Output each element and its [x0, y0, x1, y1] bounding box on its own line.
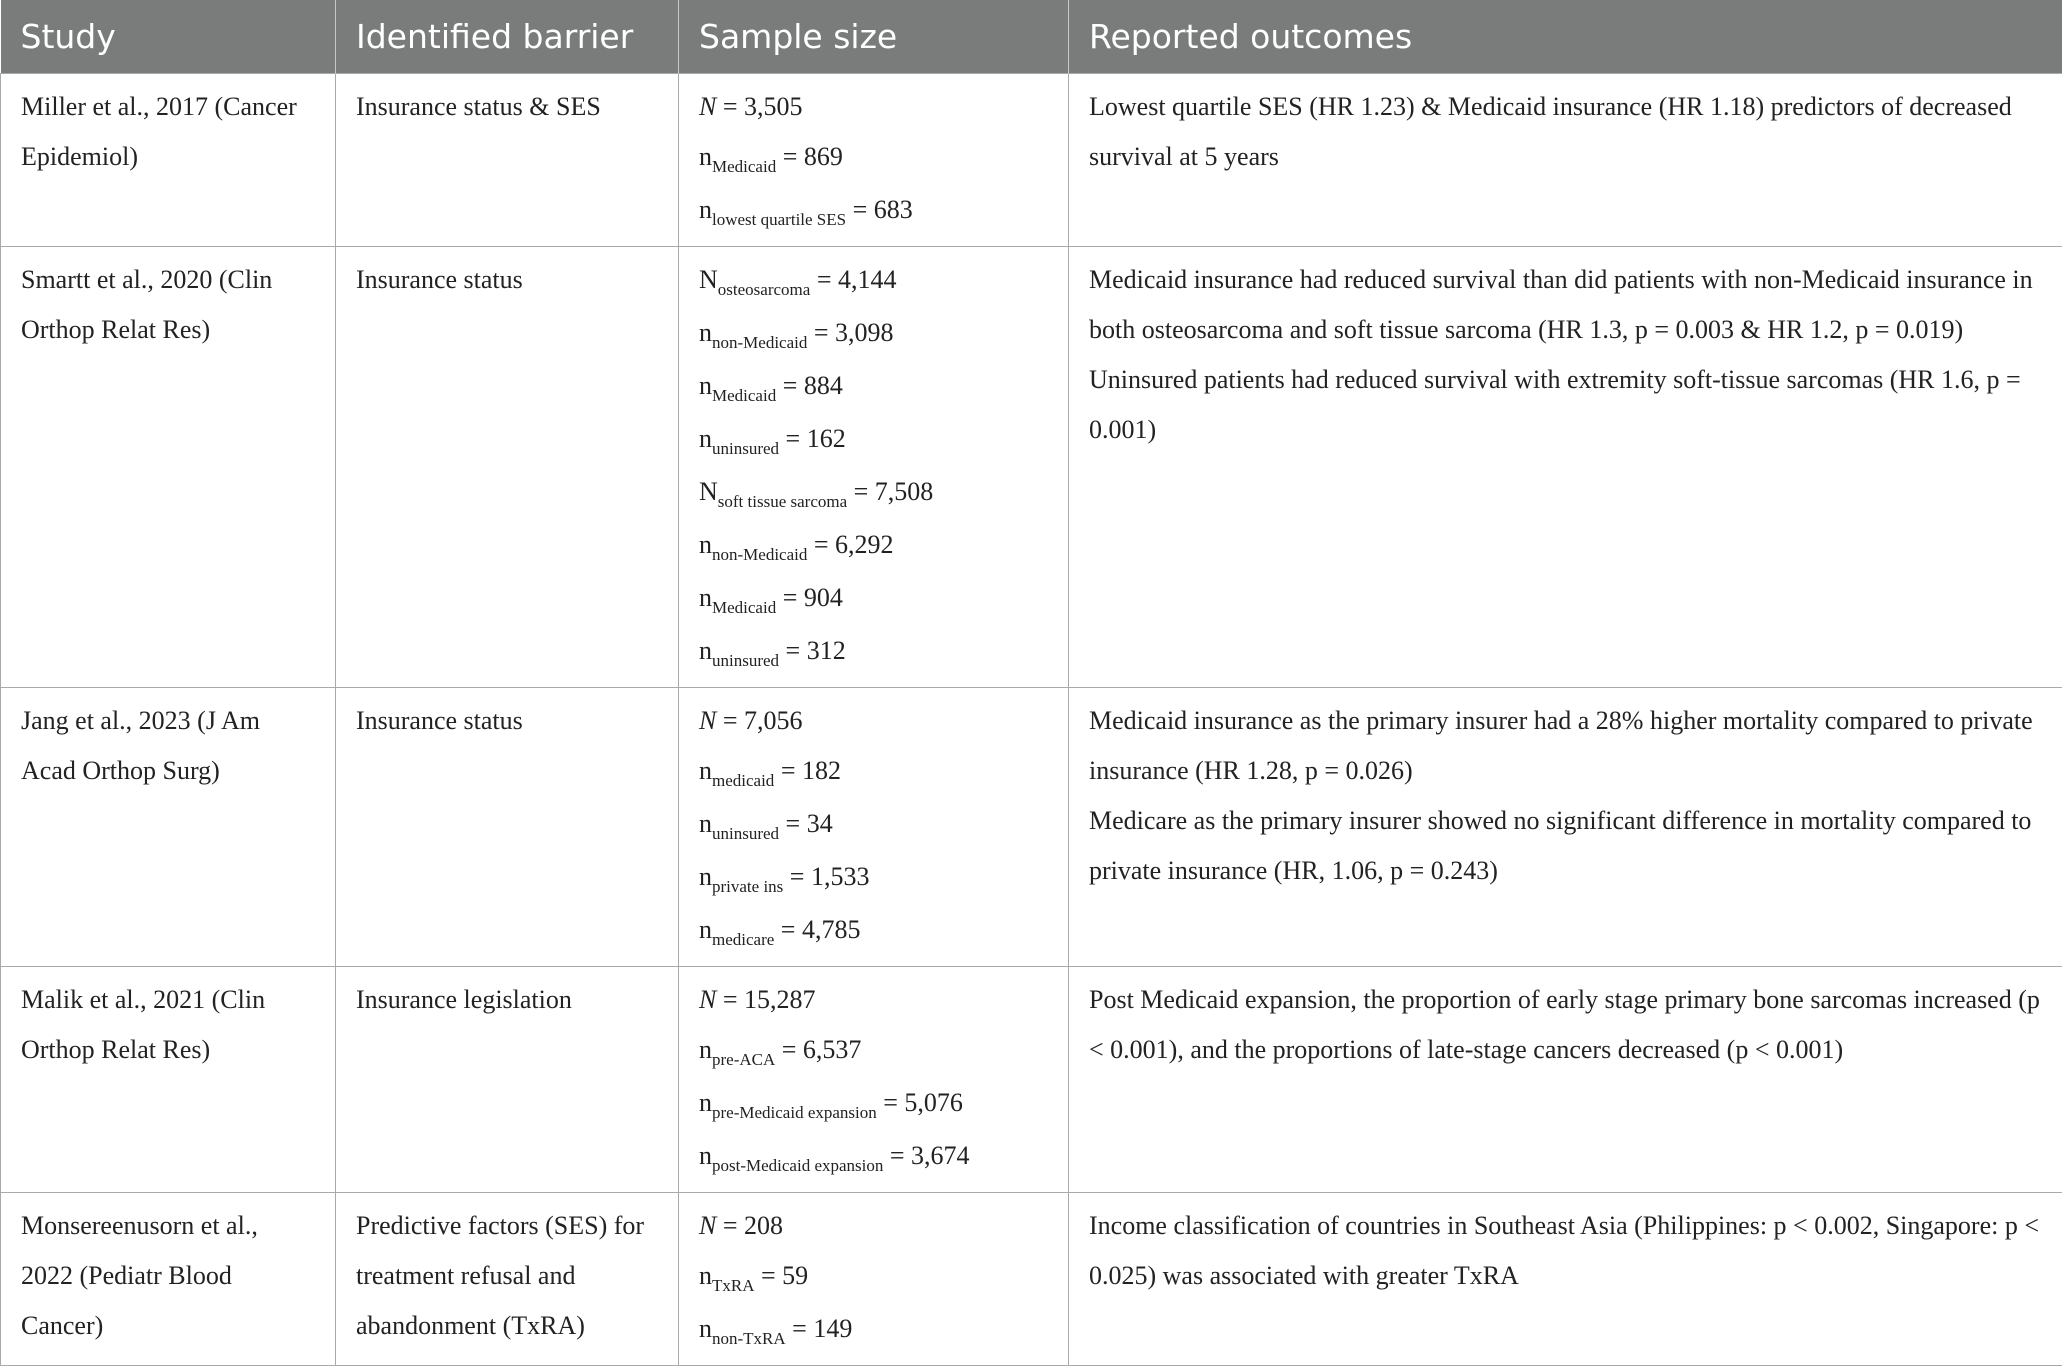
sample-symbol: N [699, 1211, 716, 1240]
sample-size-cell [679, 74, 1069, 247]
sample-line [699, 308, 1048, 361]
sample-value: = 162 [779, 424, 846, 453]
outcomes-cell [1069, 74, 2062, 247]
header-identified-barrier: Identified barrier [336, 0, 679, 74]
table-header [1, 0, 2062, 74]
sample-line [699, 1201, 1048, 1251]
table-row [1, 1193, 2062, 1366]
barrier-cell: Insurance legislation [336, 967, 679, 1193]
sample-line [699, 132, 1048, 185]
outcome-text: Medicare as the primary insurer showed no significant difference in mortality compared to private insurance (HR, 1.06, p = 0.243) [1089, 796, 2042, 896]
study-cell: Miller et al., 2017 (Cancer Epidemiol) [1, 74, 336, 247]
sample-symbol: N [699, 92, 716, 121]
sample-size-cell [679, 967, 1069, 1193]
sample-subscript: pre-ACA [712, 1050, 775, 1069]
study-cell: Smartt et al., 2020 (Clin Orthop Relat Res) [1, 247, 336, 688]
sample-subscript: soft tissue sarcoma [718, 492, 847, 511]
sample-subscript: Medicaid [712, 598, 776, 617]
sample-line [699, 573, 1048, 626]
sample-subscript: Medicaid [712, 386, 776, 405]
barrier-cell: Predictive factors (SES) for treatment refusal and abandonment (TxRA) [336, 1193, 679, 1366]
sample-value: = 34 [779, 809, 833, 838]
sample-subscript: Medicaid [712, 157, 776, 176]
sample-symbol: n [699, 756, 712, 785]
sample-size-cell [679, 247, 1069, 688]
sample-value: = 869 [776, 142, 843, 171]
sample-line [699, 746, 1048, 799]
sample-value: = 7,508 [847, 477, 933, 506]
sample-value: = 7,056 [716, 706, 802, 735]
sample-subscript: private ins [712, 877, 783, 896]
header-row [1, 0, 2062, 74]
sample-line [699, 414, 1048, 467]
study-cell: Monsereenusorn et al., 2022 (Pediatr Blood Cancer) [1, 1193, 336, 1366]
barrier-cell: Insurance status & SES [336, 74, 679, 247]
sample-symbol: n [699, 530, 712, 559]
sample-value: = 1,533 [783, 862, 869, 891]
sample-symbol: n [699, 371, 712, 400]
sample-line [699, 1078, 1048, 1131]
sample-subscript: non-TxRA [712, 1329, 786, 1348]
sample-subscript: medicare [712, 930, 774, 949]
sample-symbol: N [699, 265, 718, 294]
barrier-cell: Insurance status [336, 688, 679, 967]
sample-value: = 884 [776, 371, 843, 400]
sample-value: = 6,292 [807, 530, 893, 559]
sample-value: = 3,098 [807, 318, 893, 347]
outcome-text: Lowest quartile SES (HR 1.23) & Medicaid insurance (HR 1.18) predictors of decreased survival at 5 years [1089, 82, 2042, 182]
sample-symbol: n [699, 809, 712, 838]
sample-symbol: n [699, 318, 712, 347]
sample-line [699, 1131, 1048, 1184]
sample-value: = 182 [774, 756, 841, 785]
sample-symbol: n [699, 583, 712, 612]
sample-value: = 4,785 [774, 915, 860, 944]
sample-symbol: n [699, 1035, 712, 1064]
study-cell: Malik et al., 2021 (Clin Orthop Relat Res) [1, 967, 336, 1193]
sample-subscript: uninsured [712, 439, 779, 458]
sample-subscript: non-Medicaid [712, 545, 807, 564]
sample-value: = 312 [779, 636, 846, 665]
sample-value: = 904 [776, 583, 843, 612]
sample-line [699, 1251, 1048, 1304]
sample-subscript: uninsured [712, 651, 779, 670]
sample-symbol: n [699, 195, 712, 224]
sample-subscript: lowest quartile SES [712, 210, 846, 229]
sample-symbol: N [699, 985, 716, 1014]
sample-value: = 149 [786, 1314, 853, 1343]
sample-subscript: pre-Medicaid expansion [712, 1103, 877, 1122]
header-study: Study [1, 0, 336, 74]
outcomes-cell [1069, 1193, 2062, 1366]
sample-value: = 683 [846, 195, 913, 224]
sample-line [699, 520, 1048, 573]
sample-subscript: non-Medicaid [712, 333, 807, 352]
table-row [1, 247, 2062, 688]
sample-line [699, 255, 1048, 308]
header-sample-size: Sample size [679, 0, 1069, 74]
sample-symbol: n [699, 424, 712, 453]
sample-symbol: n [699, 862, 712, 891]
sample-symbol: n [699, 1314, 712, 1343]
sample-line [699, 1025, 1048, 1078]
sample-value: = 3,505 [716, 92, 802, 121]
table-row [1, 967, 2062, 1193]
sample-line [699, 185, 1048, 238]
sample-symbol: n [699, 1141, 712, 1170]
sample-subscript: uninsured [712, 824, 779, 843]
sample-line [699, 905, 1048, 958]
sample-line [699, 82, 1048, 132]
sample-symbol: n [699, 636, 712, 665]
sample-line [699, 361, 1048, 414]
sample-line [699, 626, 1048, 679]
outcomes-cell [1069, 967, 2062, 1193]
outcomes-cell [1069, 688, 2062, 967]
table-row [1, 74, 2062, 247]
sample-line [699, 696, 1048, 746]
sample-symbol: n [699, 1088, 712, 1117]
sample-line [699, 467, 1048, 520]
sample-line [699, 1304, 1048, 1357]
outcome-text: Medicaid insurance had reduced survival than did patients with non-Medicaid insurance in both osteosarcoma and soft tissue sarcoma (HR 1.3, p = 0.003 & HR 1.2, p = 0.019) [1089, 255, 2042, 355]
sample-value: = 3,674 [883, 1141, 969, 1170]
header-reported-outcomes: Reported outcomes [1069, 0, 2062, 74]
sample-value: = 6,537 [775, 1035, 861, 1064]
sample-subscript: TxRA [712, 1276, 755, 1295]
outcome-text: Post Medicaid expansion, the proportion of early stage primary bone sarcomas increased (p < 0.001), and the proportions of late-stage cancers decreased (p < 0.001) [1089, 975, 2042, 1075]
outcome-text: Medicaid insurance as the primary insurer had a 28% higher mortality compared to private insurance (HR 1.28, p = 0.026) [1089, 696, 2042, 796]
sample-value: = 59 [755, 1261, 809, 1290]
sample-symbol: N [699, 477, 718, 506]
sample-subscript: post-Medicaid expansion [712, 1156, 883, 1175]
sample-symbol: n [699, 915, 712, 944]
sample-subscript: medicaid [712, 771, 774, 790]
outcome-text: Uninsured patients had reduced survival with extremity soft-tissue sarcomas (HR 1.6, p = 0.001) [1089, 355, 2042, 455]
outcomes-cell [1069, 247, 2062, 688]
study-cell: Jang et al., 2023 (J Am Acad Orthop Surg) [1, 688, 336, 967]
sample-value: = 15,287 [716, 985, 815, 1014]
sample-value: = 4,144 [810, 265, 896, 294]
barrier-cell: Insurance status [336, 247, 679, 688]
sample-symbol: n [699, 1261, 712, 1290]
table-row [1, 688, 2062, 967]
sample-symbol: N [699, 706, 716, 735]
sample-value: = 5,076 [877, 1088, 963, 1117]
sample-subscript: osteosarcoma [718, 280, 811, 299]
sample-symbol: n [699, 142, 712, 171]
sample-line [699, 852, 1048, 905]
sample-size-cell [679, 688, 1069, 967]
sample-line [699, 975, 1048, 1025]
sample-value: = 208 [716, 1211, 783, 1240]
sample-size-cell [679, 1193, 1069, 1366]
table-body [1, 74, 2062, 1366]
sample-line [699, 799, 1048, 852]
outcome-text: Income classification of countries in Southeast Asia (Philippines: p < 0.002, Singapore: p < 0.025) was associated with greater TxRA [1089, 1201, 2042, 1301]
